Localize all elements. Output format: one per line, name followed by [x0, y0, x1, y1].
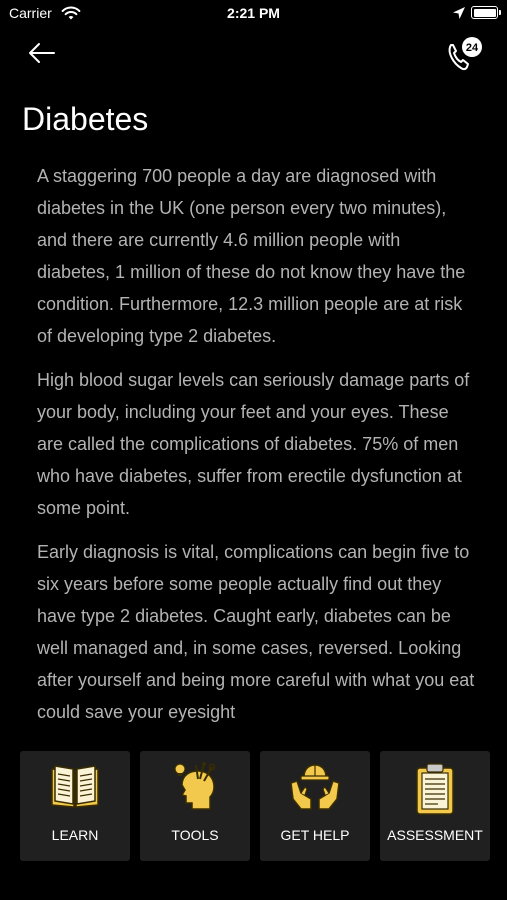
paragraph: High blood sugar levels can seriously damage parts of your body, including your feet and your eyes. These are called the complications of diabetes. 75% of men who have diabetes, suffer from erectile dysfunction at some point. — [37, 370, 470, 518]
nav-get-help-button[interactable] — [260, 751, 370, 861]
paragraph: Early diagnosis is vital, complications can begin five to six years before some people actually find out they have type 2 diabetes. Caught early, diabetes can be well managed and, in some cases, reversed. Looking after yourself and being more careful with what you eat could save your eyesight — [37, 542, 475, 722]
status-bar — [0, 0, 507, 28]
arrow-left-icon — [24, 38, 60, 68]
bottom-nav — [20, 751, 489, 861]
head-tools-icon — [168, 761, 222, 817]
nav-get-help-label: GET HELP — [280, 827, 350, 843]
location-arrow-icon — [452, 6, 466, 20]
nav-learn-button[interactable] — [20, 751, 130, 861]
nav-tools-label: TOOLS — [171, 827, 219, 843]
battery-icon — [471, 6, 498, 19]
nav-assessment-label: ASSESSMENT — [387, 827, 483, 843]
book-icon — [48, 761, 102, 811]
nav-assessment-button[interactable] — [380, 751, 490, 861]
clipboard-icon — [412, 761, 458, 817]
paragraph: A staggering 700 people a day are diagnosed with diabetes in the UK (one person every two minutes), and there are currently 4.6 million people with diabetes, 1 million of these do not know they have the condition. Furthermore, 12.3 million people are at risk of developing type 2 diabetes. — [37, 166, 466, 346]
clock: 2:21 PM — [227, 5, 280, 21]
nav-tools-button[interactable] — [140, 751, 250, 861]
carrier-label: Carrier — [9, 5, 52, 21]
nav-learn-label: LEARN — [51, 827, 99, 843]
svg-text:24: 24 — [465, 42, 479, 54]
helpline-24-button[interactable] — [445, 33, 485, 73]
phone-24-icon — [445, 33, 485, 73]
back-button[interactable] — [24, 38, 60, 68]
page-title: Diabetes — [22, 101, 149, 137]
helping-hands-icon — [287, 761, 343, 817]
article-body[interactable] — [37, 160, 477, 728]
